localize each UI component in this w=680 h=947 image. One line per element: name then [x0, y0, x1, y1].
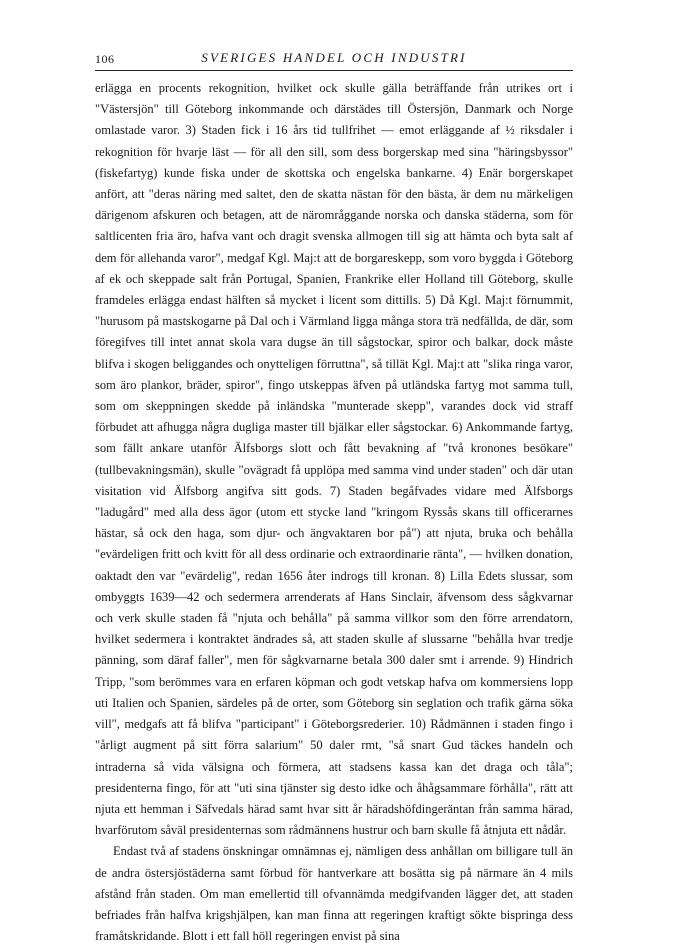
- running-header: [95, 46, 573, 71]
- paragraph-continued: erlägga en procents rekognition, hvilket ock skulle gälla beträffande från utrikes ort i "Västersjön" till Göteborg inkommande och därstädes till Östersjön, Danmark och Norge omlastade varor. 3) Staden fick i 16 års tid tullfrihet — emot erläggande af ½ riksdaler i rekognition för hvarje läst — för all den sill, som dess borgerskap med sina "häringsbyssor" (fiskefartyg) kunde fiska under de skottska och engelska bankarne. 4) Enär borgerskapet anfört, att "deras näring med saltet, den de skatta nästan för den bästa, är dem nu märkeligen därigenom afskuren och betagen, att de närområggande norska och danska städerna, som för saltlicenten fria äro, hafva vant och dragit svenska allmogen till sig att hämta och byta salt af dem för allehanda varor", medgaf Kgl. Maj:t att de borgareskepp, som voro byggda i Göteborg af ek och skeppade salt från Portugal, Spanien, Frankrike eller Holland till Göteborg, skulle framdeles erlägga endast hälften så mycket i licent som dittills. 5) Då Kgl. Maj:t förnummit, "hurusom på mastskogarne på Dal och i Värmland ligga många stora trä nedfällda, de där, som föregifves till intet annat skola vara dugse än till sågstockar, spiror och balkar, dock måste blifva i skogen beliggandes och onytteligen förruttna", så tillät Kgl. Maj:t att "slika ringa varor, som äro plankor, bräder, spiror", fingo utskeppas äfven på utländska fartyg mot samma tull, som om skeppningen skedde på inländska "munterade skepp", varandes dock vid straff förbudet att afhugga några dugliga master till bjälkar eller sågstockar. 6) Ankommande fartyg, som fällt ankare utanför Älfsborgs slott och fått bevakning af "två kronones besökare" (tullbevakningsmän), skulle "ovägradt få upplöpa med samma vind under staden" och där utan visitation vid Älfsborg angifva sitt gods. 7) Staden begåfvades vidare med Älfsborgs "ladugård" med alla dess ägor (utom ett stycke land "kringom Ryssås skans till officerarnes hästar, så ock den haga, som djur- och ängvaktaren bor på") att njuta, bruka och behålla "evärdeligen fritt och kvitt för all dess ordinarie och extraordinarie ränta", — hvilken donation, oaktadt den var "evärdelig", redan 1656 åter indrogs till kronan. 8) Lilla Edets slussar, som ombyggts 1639—42 och sedermera arrenderats af Hans Sinclair, äfvensom dess sågkvarnar och verk skulle staden få "njuta och behålla" på samma villkor som den förre arrendatorn, hvilket sedermera i kontraktet ändrades så, att staden skulle af slussarne "behålla hvar tredje pänning, som däraf faller", men för sågkvarnarne betala 300 daler smt i arrende. 9) Hindrich Tripp, "som berömmes vara en erfaren köpman och godt vetskap hafva om kommersiens lopp uti Italien och Spanien, särdeles på de orter, som Göteborg sin seglation och trafik gärna söka vill", medgafs att få blifva "participant" i Göteborgsrederier. 10) Rådmännen i staden fingo i "årligt augment på sitt förra salarium" 50 daler rmt, "så snart Gud täckes handeln och intraderna så vida välsigna och förmera, att stadsens kassa kan det draga och tåla"; presidenterna fingo, för att "uti sina tjänster sig desto idke och åhågsammare förhålla", rätt att njuta ett hemman i Säfvedals härad samt hvar sitt år häradshöfdingeräntan från samma härad, hvarförutom såväl presidenternas som rådmännens hustrur och barn skulle få åtnjuta ett nådår.: [95, 81, 573, 838]
- body-text: [95, 78, 573, 947]
- page-number: 106: [95, 52, 115, 66]
- book-page: [95, 46, 573, 947]
- paragraph: Endast två af stadens önskningar omnämnas ej, nämligen dess anhållan om billigare tull än de andra östersjöstäderna samt förbud för hantverkare att bosätta sig på närmare än 4 mils afstånd från staden. Om man emellertid till ofvannämda medgifvanden lägger det, att staden befriades från halfva krigshjälpen, kan man finna att regeringen kraftigt sökte bispringa dess framåtskridande. Blott i ett fall höll regeringen envist på sina: [95, 844, 573, 944]
- running-title: SVERIGES HANDEL OCH INDUSTRI: [201, 50, 467, 65]
